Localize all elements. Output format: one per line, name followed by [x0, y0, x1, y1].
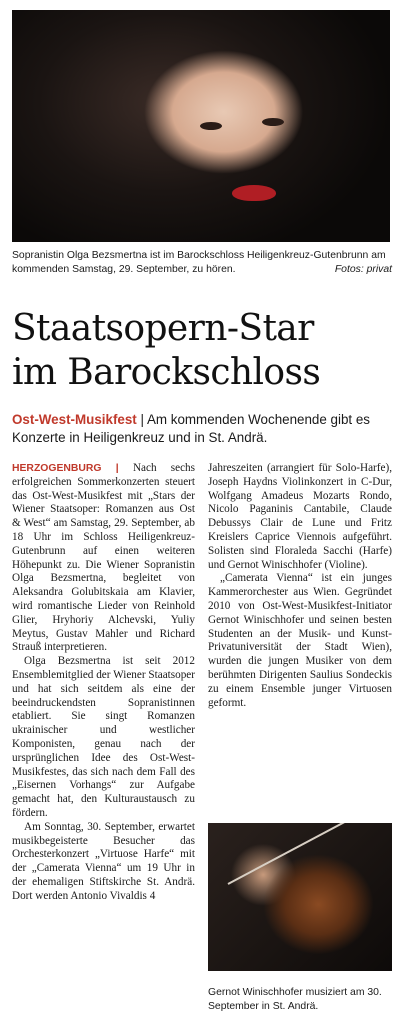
- dateline: HERZOGENBURG: [12, 463, 102, 474]
- photo-eye-left: [200, 122, 222, 130]
- subhead-kicker: Ost-West-Musikfest: [12, 412, 137, 427]
- headline: [12, 307, 397, 395]
- article-paragraph: Am Sonntag, 30. September, erwartet musikbegeisterte Besucher das Orchesterkonzert „Virtuose Harfe“ mit der „Camerata Vienna“ um 19 Uhr in der ehemaligen Stiftskirche St. Andrä. Dort werden Antonio Vivaldis 4: [12, 820, 195, 902]
- article-column-right: [208, 462, 392, 710]
- article-paragraph: „Camerata Vienna“ ist ein junges Kammerorchester aus Wien. Gegründet 2010 von Ost-West-Musikfest-Initiator Gernot Winischhofer und seinen besten Studenten an der Musik- und Kunst-Privatuniversität der Stadt Wien), wurden die jungen Musiker von dem berühmten Dirigenten Saulius Sondeckis zu einem Ensemble junger Virtuosen geformt.: [208, 572, 392, 709]
- photo-lips: [232, 185, 276, 201]
- article-paragraph: [12, 462, 195, 655]
- headline-line-1: Staatsopern-Star: [12, 308, 314, 349]
- subheadline: [12, 411, 397, 447]
- soprano-photo: [12, 10, 390, 242]
- photo-caption-text: Sopranistin Olga Bezsmertna ist im Barockschloss Heiligenkreuz-Gutenbrunn am kommenden Samstag, 29. September, zu hören.: [12, 250, 386, 275]
- subhead-text: | Am kommenden Wochenende gibt es Konzerte in Heiligenkreuz und in St. Andrä.: [12, 412, 371, 445]
- dateline-separator: |: [101, 463, 133, 474]
- photo-caption: [12, 249, 392, 277]
- article-paragraph: Olga Bezsmertna ist seit 2012 Ensemblemitglied der Wiener Staatsoper und hat sich seitdem als eine der beeindruckendsten Sopranistinnen etabliert. Sie singt Romanzen ukrainischer und westlicher Komponisten, genau nach der ursprünglichen Idee des Ost-West-Musikfestes, das sich nach dem Fall des „Eisernen Vorhangs“ zur Aufgabe gemacht hat, den Kulturaustausch zu fördern.: [12, 655, 195, 819]
- headline-line-2: im Barockschloss: [12, 352, 321, 393]
- violinist-photo: [208, 823, 392, 971]
- violin-bow: [228, 823, 392, 885]
- photo-eye-right: [262, 118, 284, 126]
- paragraph-text: Nach sechs erfolgreichen Sommerkonzerten steuert das Ost-West-Musikfest mit „Stars der Wiener Staatsoper: Romanzen aus Ost & West“ am Samstag, 29. September, ab 18 Uhr im Schloss Heiligenkreuz-Gutenbrunn auf einen weiteren Höhepunkt zu. Die Wiener Sopranistin Olga Bezsmertna, begleitet von Aleksandra Golubitskaia am Klavier, wird romantische Lieder von Reinhold Glier, Hryhoriy Alchevski, Yuliy Meytus, Gustav Mahler und Richard Strauß interpretieren.: [12, 462, 195, 654]
- violinist-photo-caption: Gernot Winischhofer musiziert am 30. September in St. Andrä.: [208, 987, 382, 1012]
- article-paragraph: Jahreszeiten (arrangiert für Solo-Harfe), Joseph Haydns Violinkonzert in C-Dur, Wolfgang Amadeus Mozarts Rondo, Nicolo Paganinis Cantabile, Claude Debussys Clair de Lune und Fritz Kreislers Caprice Viennois aufgeführt. Solisten sind Floraleda Sacchi (Harfe) und Gernot Winischhofer (Violine).: [208, 462, 392, 571]
- photo-credit: Fotos: privat: [334, 264, 392, 275]
- article-column-left: [12, 462, 195, 904]
